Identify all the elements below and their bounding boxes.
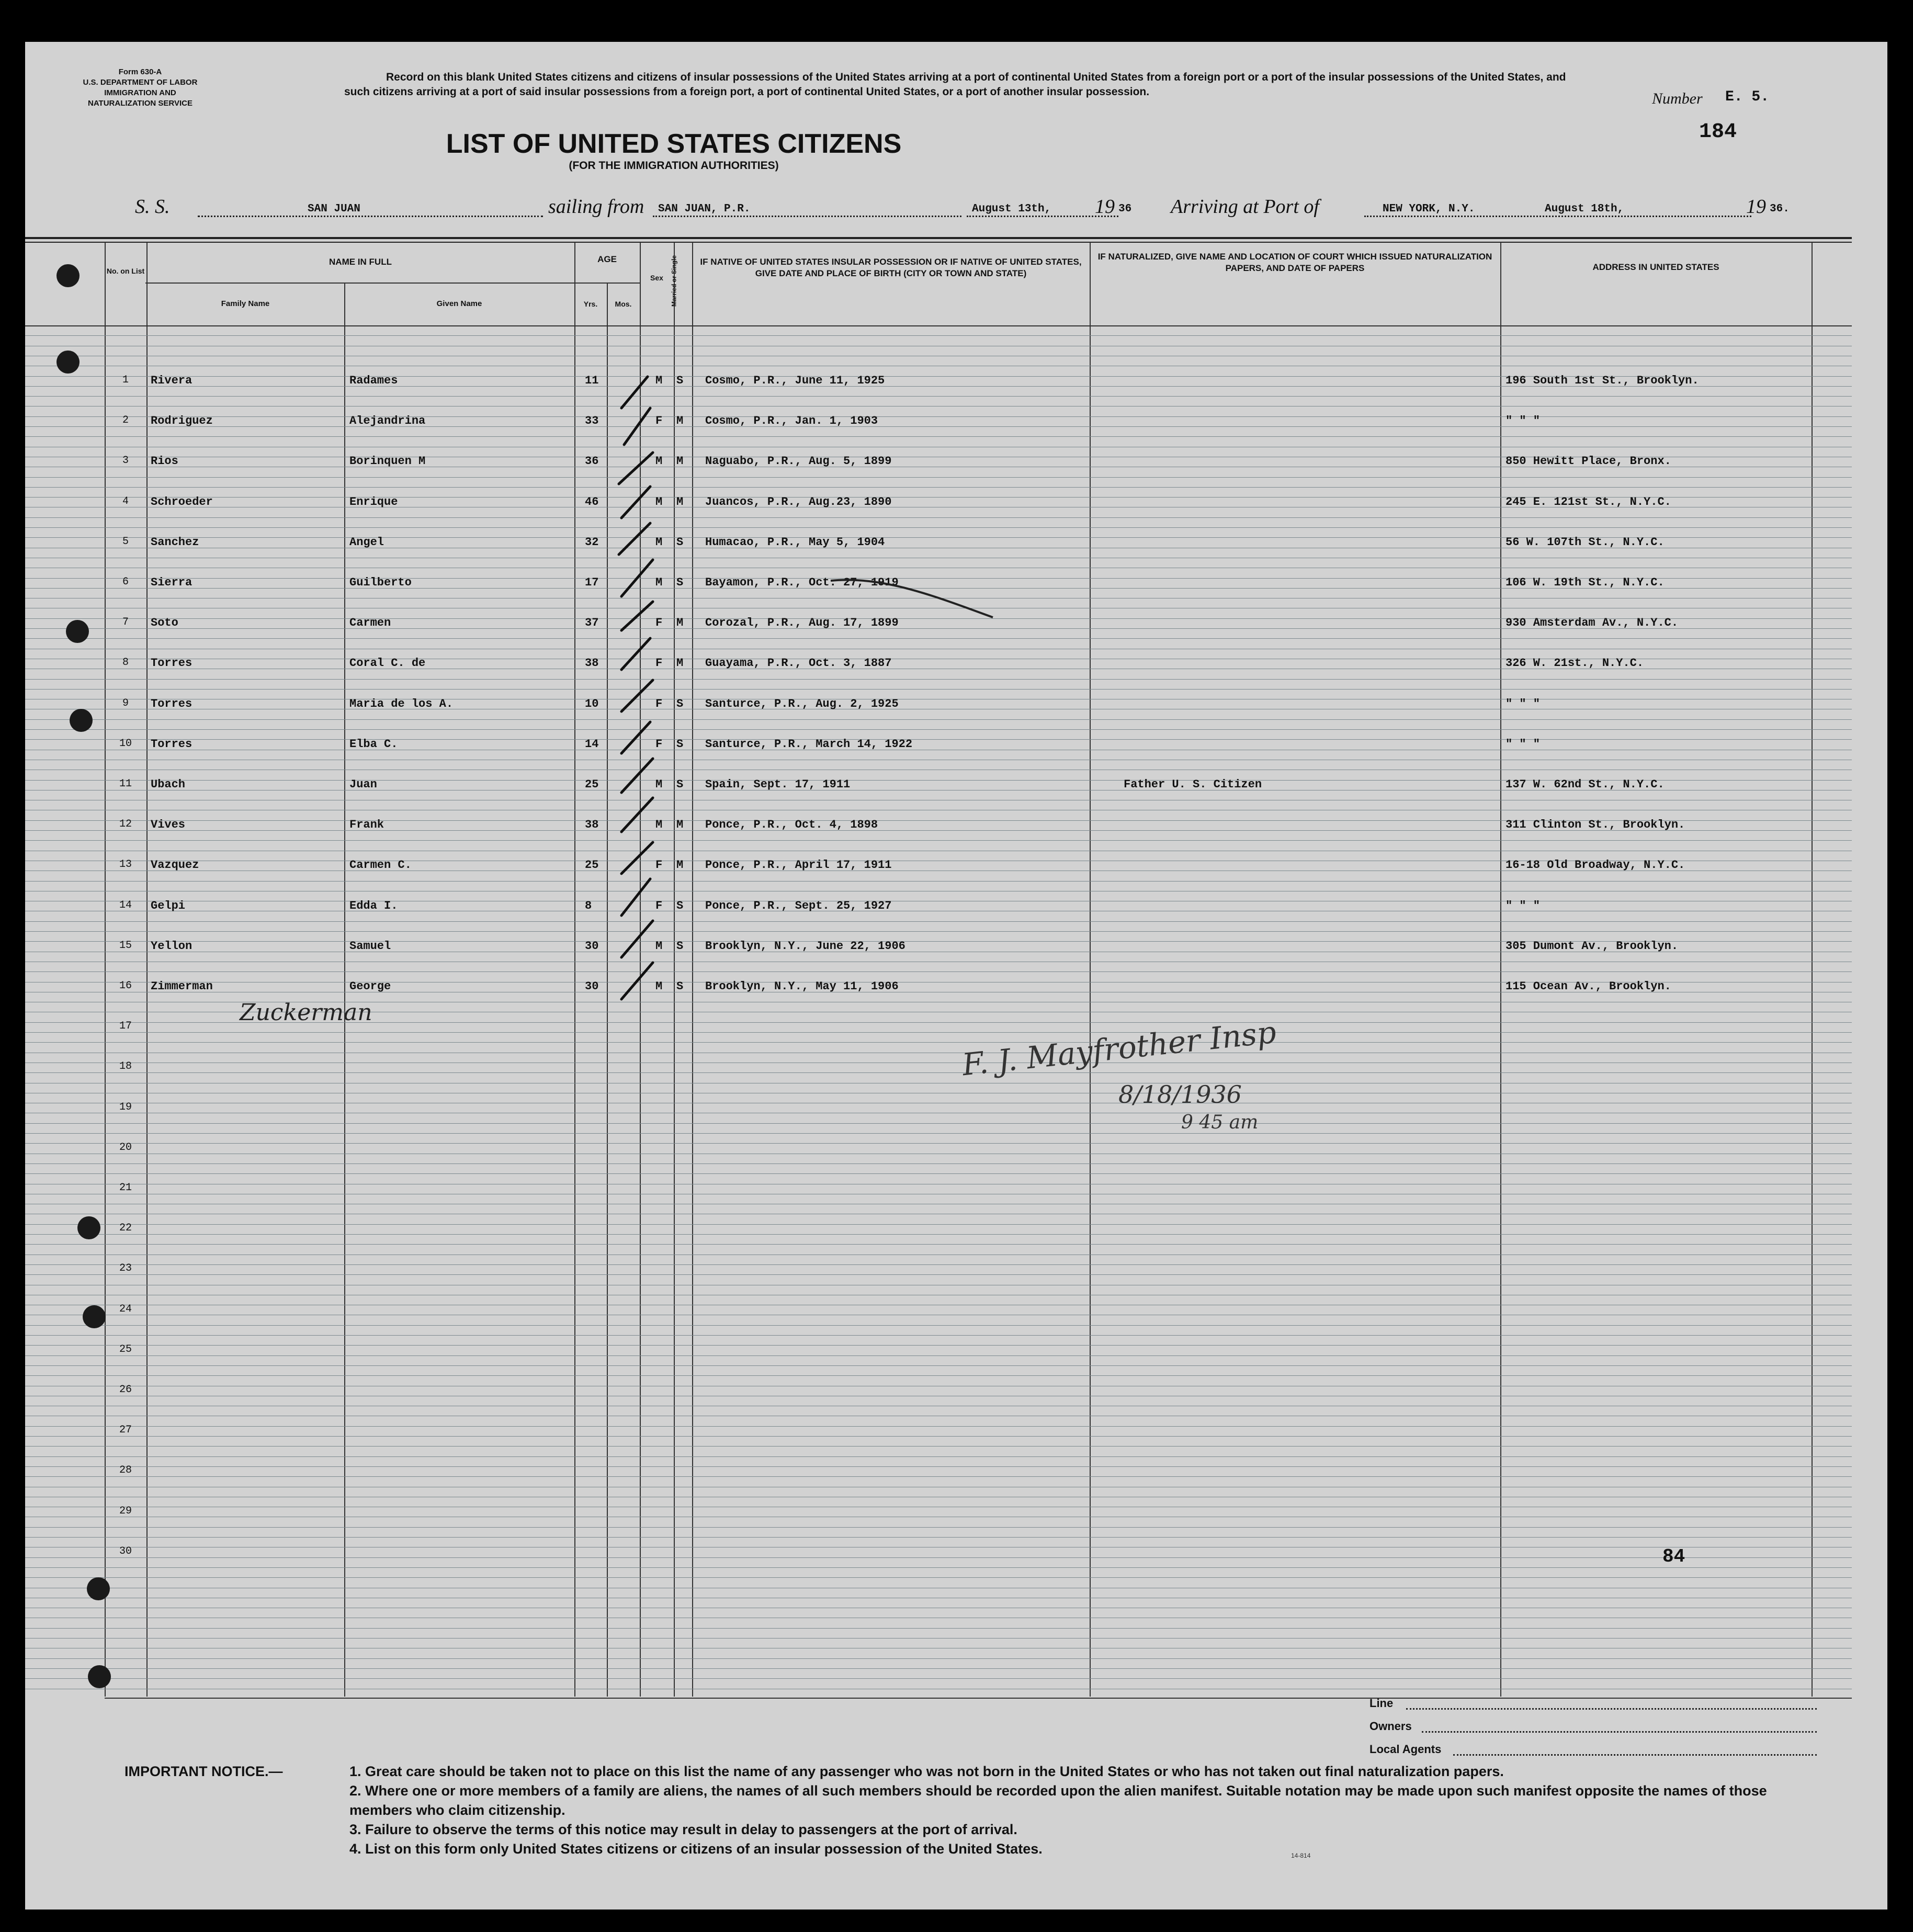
table-top-rule: [25, 237, 1852, 239]
row-number-empty: 25: [119, 1343, 132, 1355]
cell-ms: S: [676, 697, 684, 710]
row-rule: [25, 396, 1852, 397]
row-rule: [25, 1143, 1852, 1144]
from-fill-line: [653, 216, 961, 217]
page-subtitle: (FOR THE IMMIGRATION AUTHORITIES): [569, 160, 779, 172]
cell-given: Frank: [349, 818, 384, 832]
row-rule: [25, 689, 1852, 690]
row-number-empty: 23: [119, 1262, 132, 1275]
row-rule: [25, 1234, 1852, 1235]
cell-birth: Naguabo, P.R., Aug. 5, 1899: [705, 455, 892, 468]
cell-sex: F: [655, 737, 663, 751]
row-rule: [25, 527, 1852, 528]
cell-addr: 196 South 1st St., Brooklyn.: [1506, 374, 1699, 387]
inspector-signature: F. J. Mayfrother Insp: [960, 1014, 1278, 1083]
cell-birth: Brooklyn, N.Y., May 11, 1906: [705, 980, 899, 993]
cell-addr: 311 Clinton St., Brooklyn.: [1506, 818, 1685, 832]
col-rule: [146, 242, 148, 1697]
row-rule: [25, 1537, 1852, 1538]
cell-given: Maria de los A.: [349, 697, 454, 710]
cell-given: Juan: [349, 778, 377, 791]
signature-date: 8/18/1936: [1118, 1080, 1242, 1109]
row-rule: [25, 1032, 1852, 1033]
row-rule: [25, 719, 1852, 720]
cell-yrs: 46: [585, 495, 599, 509]
number-value: E. 5.: [1725, 89, 1770, 105]
col-rule: [344, 283, 345, 1697]
cell-given: Guilberto: [349, 576, 412, 589]
cell-yrs: 25: [585, 778, 599, 791]
cell-sex: M: [655, 535, 663, 549]
depart-year: 36: [1118, 203, 1132, 215]
owners-label: Owners: [1369, 1720, 1412, 1733]
row-rule: [25, 1628, 1852, 1629]
row-rule: [25, 335, 1852, 336]
cell-no: 14: [119, 899, 132, 911]
form-id-line: NATURALIZATION SERVICE: [87, 99, 193, 108]
cell-sex: F: [655, 616, 663, 630]
cell-ms: S: [676, 980, 684, 993]
cell-yrs: 32: [585, 535, 599, 549]
cell-birth: Guayama, P.R., Oct. 3, 1887: [705, 657, 892, 670]
cell-family: Torres: [151, 657, 193, 670]
header-bottom-rule: [25, 325, 1852, 326]
notice-item-2: 2. Where one or more members of a family are aliens, the names of all such members should be recorded upon the alien manifest. Suitable notation may be made upon such manifest opposite the names of those members who claim citizenship.: [349, 1783, 1767, 1818]
cell-sex: F: [655, 414, 663, 428]
cell-addr: 326 W. 21st., N.Y.C.: [1506, 657, 1644, 670]
sailing-from: SAN JUAN, P.R.: [658, 203, 751, 215]
header-no-on-list: No. on List: [106, 267, 145, 275]
cell-family: Rios: [151, 455, 178, 468]
cell-given: Radames: [349, 374, 398, 387]
cell-given: Carmen C.: [349, 858, 412, 872]
cell-yrs: 33: [585, 414, 599, 428]
row-rule: [25, 1476, 1852, 1477]
row-number-empty: 22: [119, 1222, 132, 1235]
cell-no: 1: [122, 374, 129, 386]
form-identifier: [72, 67, 208, 109]
cell-no: 4: [122, 495, 129, 507]
cell-family: Sanchez: [151, 535, 199, 549]
binder-hole: [56, 264, 80, 287]
cell-ms: S: [676, 899, 684, 912]
row-rule: [25, 436, 1852, 437]
cell-no: 16: [119, 980, 132, 992]
cell-given: Alejandrina: [349, 414, 426, 428]
cell-birth: Ponce, P.R., Oct. 4, 1898: [705, 818, 878, 832]
binder-hole: [70, 709, 93, 732]
ss-label: S. S.: [135, 196, 170, 218]
cell-birth: Brooklyn, N.Y., June 22, 1906: [705, 939, 905, 953]
name-subheader-rule: [145, 283, 574, 284]
cell-given: Elba C.: [349, 737, 398, 751]
cell-yrs: 17: [585, 576, 599, 589]
cell-family: Rivera: [151, 374, 193, 387]
row-rule: [25, 1365, 1852, 1366]
row-number-empty: 30: [119, 1545, 132, 1557]
cell-ms: S: [676, 778, 684, 791]
signature-time: 9 45 am: [1181, 1112, 1259, 1133]
local-agents-fill: [1453, 1754, 1817, 1756]
cell-sex: F: [655, 697, 663, 710]
cell-ms: M: [676, 414, 684, 428]
cell-family: Schroeder: [151, 495, 213, 509]
local-agents-label: Local Agents: [1369, 1743, 1442, 1756]
row-number-empty: 27: [119, 1424, 132, 1437]
row-rule: [25, 1264, 1852, 1265]
header-given-name: Given Name: [436, 299, 482, 308]
cell-given: Samuel: [349, 939, 391, 953]
col-rule: [1812, 242, 1813, 1697]
cell-yrs: 14: [585, 737, 599, 751]
cell-given: George: [349, 980, 391, 993]
row-rule: [25, 1163, 1852, 1164]
sailing-label: sailing from: [548, 196, 644, 218]
cell-family: Rodriguez: [151, 414, 213, 428]
cell-family: Ubach: [151, 778, 186, 791]
cell-no: 10: [119, 737, 132, 750]
form-id-line: U.S. DEPARTMENT OF LABOR: [83, 78, 198, 87]
cell-yrs: 30: [585, 980, 599, 993]
arrive-year-prefix: 19: [1746, 196, 1766, 218]
header-age: AGE: [597, 254, 617, 264]
cell-ms: M: [676, 818, 684, 832]
row-rule: [25, 739, 1852, 740]
cell-sex: M: [655, 495, 663, 509]
cell-no: 13: [119, 858, 132, 871]
cell-birth: Corozal, P.R., Aug. 17, 1899: [705, 616, 899, 630]
binder-hole: [83, 1305, 106, 1328]
row-rule: [25, 840, 1852, 841]
row-rule: [25, 1123, 1852, 1124]
cell-ms: M: [676, 657, 684, 670]
cell-family: Torres: [151, 737, 193, 751]
row-number-empty: 17: [119, 1020, 132, 1033]
cell-family: Torres: [151, 697, 193, 710]
binder-hole: [88, 1665, 111, 1688]
depart-year-prefix: 19: [1095, 196, 1115, 218]
manifest-sheet: [25, 42, 1887, 1910]
header-address: ADDRESS IN UNITED STATES: [1592, 262, 1719, 272]
line-fill: [1406, 1708, 1817, 1710]
arriving-label: Arriving at Port of: [1171, 196, 1319, 218]
row-rule: [25, 1274, 1852, 1275]
row-rule: [25, 1446, 1852, 1447]
row-rule: [25, 679, 1852, 680]
cell-birth: Spain, Sept. 17, 1911: [705, 778, 851, 791]
cell-given: Carmen: [349, 616, 391, 630]
cell-addr: 115 Ocean Av., Brooklyn.: [1506, 980, 1671, 993]
cell-no: 6: [122, 576, 129, 588]
cell-no: 9: [122, 697, 129, 709]
row-rule: [25, 1557, 1852, 1558]
col-rule: [574, 242, 575, 1697]
row-rule: [25, 881, 1852, 882]
notice-item-3: 3. Failure to observe the terms of this notice may result in delay to passengers at the port of arrival.: [349, 1822, 1017, 1837]
row-rule: [25, 477, 1852, 478]
row-rule: [25, 1173, 1852, 1174]
row-rule: [25, 1527, 1852, 1528]
cell-sex: M: [655, 778, 663, 791]
cell-sex: M: [655, 818, 663, 832]
cell-addr: 16-18 Old Broadway, N.Y.C.: [1506, 858, 1685, 872]
cell-ms: M: [676, 455, 684, 468]
form-id-line: Form 630-A: [118, 67, 162, 76]
row-rule: [25, 1466, 1852, 1467]
row-rule: [25, 1355, 1852, 1356]
cell-addr: 245 E. 121st St., N.Y.C.: [1506, 495, 1671, 509]
row-rule: [25, 1436, 1852, 1437]
row-number-empty: 28: [119, 1464, 132, 1477]
row-rule: [25, 517, 1852, 518]
col-rule: [1500, 242, 1501, 1697]
cell-addr: " " ": [1506, 899, 1541, 912]
row-rule: [25, 1567, 1852, 1568]
notice-heading: IMPORTANT NOTICE.—: [124, 1764, 283, 1779]
binder-hole: [56, 351, 80, 374]
cell-yrs: 38: [585, 657, 599, 670]
owners-fill: [1422, 1731, 1817, 1733]
cell-no: 2: [122, 414, 129, 427]
row-rule: [25, 971, 1852, 972]
row-number-empty: 20: [119, 1141, 132, 1154]
cell-family: Gelpi: [151, 899, 186, 912]
table-top-rule-2: [25, 242, 1852, 243]
row-rule: [25, 921, 1852, 922]
cell-addr: " " ": [1506, 737, 1541, 751]
cell-addr: " " ": [1506, 697, 1541, 710]
form-instructions: Record on this blank United States citizens and citizens of insular possessions of the United States arriving at a port of continental United States from a foreign port or a port of the insular possessions of the United States, and such citizens arriving at a port of said insular possessions from a foreign port, a port of continental United States, or a port of another insular possession.: [344, 71, 1566, 98]
notice-item-4: 4. List on this form only United States citizens or citizens of an insular possession of the United States.: [349, 1841, 1043, 1857]
number-label: Number: [1652, 90, 1703, 107]
cell-yrs: 8: [585, 899, 592, 912]
form-id-line: IMMIGRATION AND: [104, 88, 176, 97]
cell-sex: M: [655, 939, 663, 953]
depart-date: August 13th,: [972, 203, 1051, 215]
cell-nat: Father U. S. Citizen: [1124, 778, 1262, 791]
row-rule: [25, 1345, 1852, 1346]
cell-family: Vives: [151, 818, 186, 832]
cell-birth: Ponce, P.R., Sept. 25, 1927: [705, 899, 892, 912]
table-bottom-rule: [105, 1698, 1852, 1699]
cell-sex: M: [655, 576, 663, 589]
tally-number: 84: [1662, 1546, 1685, 1567]
col-rule: [1090, 242, 1091, 1697]
cell-sex: M: [655, 374, 663, 387]
row-rule: [25, 1678, 1852, 1679]
cell-family: Yellon: [151, 939, 193, 953]
cell-given: Enrique: [349, 495, 398, 509]
pen-stroke: [820, 565, 1009, 628]
cell-birth: Santurce, P.R., March 14, 1922: [705, 737, 913, 751]
cell-birth: Cosmo, P.R., Jan. 1, 1903: [705, 414, 878, 428]
row-rule: [25, 1042, 1852, 1043]
check-marks: [601, 324, 705, 1125]
row-rule: [25, 1577, 1852, 1578]
header-mos: Mos.: [615, 300, 632, 308]
cell-yrs: 38: [585, 818, 599, 832]
cell-birth: Cosmo, P.R., June 11, 1925: [705, 374, 885, 387]
cell-birth: Juancos, P.R., Aug.23, 1890: [705, 495, 892, 509]
cell-yrs: 36: [585, 455, 599, 468]
row-rule: [25, 1638, 1852, 1639]
row-number-empty: 19: [119, 1101, 132, 1113]
header-naturalized: IF NATURALIZED, GIVE NAME AND LOCATION OF COURT WHICH ISSUED NATURALIZATION PAPERS, AND DATE OF PAPERS: [1097, 252, 1492, 273]
arrive-year: 36.: [1770, 203, 1790, 215]
cell-no: 15: [119, 939, 132, 952]
cell-sex: F: [655, 858, 663, 872]
cell-yrs: 10: [585, 697, 599, 710]
row-rule: [25, 1658, 1852, 1659]
cell-family: Vazquez: [151, 858, 199, 872]
cell-ms: S: [676, 535, 684, 549]
line-label: Line: [1369, 1697, 1394, 1710]
cell-addr: 850 Hewitt Place, Bronx.: [1506, 455, 1671, 468]
binder-hole: [77, 1216, 100, 1239]
ship-fill-line: [198, 216, 543, 217]
cell-birth: Bayamon, P.R., Oct. 27, 1919: [705, 576, 899, 589]
cell-ms: S: [676, 939, 684, 953]
cell-no: 5: [122, 535, 129, 548]
row-rule: [25, 931, 1852, 932]
cell-no: 11: [119, 778, 132, 790]
cell-sex: M: [655, 980, 663, 993]
cell-family: Soto: [151, 616, 178, 630]
cell-addr: 106 W. 19th St., N.Y.C.: [1506, 576, 1665, 589]
page-title: LIST OF UNITED STATES CITIZENS: [446, 129, 902, 159]
cell-sex: F: [655, 657, 663, 670]
cell-ms: M: [676, 858, 684, 872]
row-rule: [25, 1133, 1852, 1134]
row-rule: [25, 729, 1852, 730]
binder-hole: [66, 620, 89, 643]
cell-yrs: 25: [585, 858, 599, 872]
cell-birth: Santurce, P.R., Aug. 2, 1925: [705, 697, 899, 710]
cell-no: 8: [122, 657, 129, 669]
cell-ms: S: [676, 576, 684, 589]
cell-given: Coral C. de: [349, 657, 426, 670]
row-number-empty: 21: [119, 1182, 132, 1194]
handwritten-correction: Zuckerman: [240, 999, 372, 1026]
row-number-empty: 18: [119, 1060, 132, 1073]
cell-no: 12: [119, 818, 132, 831]
cell-addr: 305 Dumont Av., Brooklyn.: [1506, 939, 1679, 953]
cell-sex: M: [655, 455, 663, 468]
header-married-or-single: Married or Single: [670, 255, 678, 307]
cell-yrs: 30: [585, 939, 599, 953]
row-rule: [25, 638, 1852, 639]
row-rule: [25, 1456, 1852, 1457]
row-rule: [25, 416, 1852, 417]
header-birth: IF NATIVE OF UNITED STATES INSULAR POSSESSION OR IF NATIVE OF UNITED STATES, GIVE DATE AND PLACE OF BIRTH (CITY OR TOWN AND STATE): [700, 257, 1082, 278]
header-sex: Sex: [650, 274, 663, 282]
port-fill-line: [1364, 216, 1751, 217]
cell-no: 7: [122, 616, 129, 629]
page-number: 184: [1699, 120, 1737, 144]
row-rule: [25, 1072, 1852, 1073]
cell-addr: 137 W. 62nd St., N.Y.C.: [1506, 778, 1665, 791]
cell-family: Zimmerman: [151, 980, 213, 993]
form-footer-code: 14-814: [1291, 1852, 1311, 1859]
row-rule: [25, 426, 1852, 427]
cell-birth: Ponce, P.R., April 17, 1911: [705, 858, 892, 872]
row-rule: [25, 1668, 1852, 1669]
arrive-date: August 18th,: [1545, 203, 1624, 215]
cell-yrs: 37: [585, 616, 599, 630]
row-number-empty: 24: [119, 1303, 132, 1315]
row-rule: [25, 1335, 1852, 1336]
header-name-in-full: NAME IN FULL: [329, 257, 392, 267]
cell-ms: S: [676, 737, 684, 751]
ship-name: SAN JUAN: [308, 203, 360, 215]
arrival-port: NEW YORK, N.Y.: [1383, 203, 1475, 215]
cell-sex: F: [655, 899, 663, 912]
row-rule: [25, 487, 1852, 488]
row-number-empty: 26: [119, 1384, 132, 1396]
cell-addr: 930 Amsterdam Av., N.Y.C.: [1506, 616, 1679, 630]
header-yrs: Yrs.: [583, 300, 598, 308]
cell-birth: Humacao, P.R., May 5, 1904: [705, 535, 885, 549]
cell-ms: M: [676, 616, 684, 630]
cell-given: Borinquen M: [349, 455, 426, 468]
cell-given: Angel: [349, 535, 384, 549]
notice-item-1: 1. Great care should be taken not to place on this list the name of any passenger who was not born in the United States or who has not taken out final naturalization papers.: [349, 1764, 1504, 1779]
cell-no: 3: [122, 455, 129, 467]
row-number-empty: 29: [119, 1505, 132, 1517]
row-rule: [25, 1224, 1852, 1225]
cell-addr: " " ": [1506, 414, 1541, 428]
cell-yrs: 11: [585, 374, 599, 387]
row-rule: [25, 1426, 1852, 1427]
cell-family: Sierra: [151, 576, 193, 589]
header-family-name: Family Name: [221, 299, 270, 308]
row-rule: [25, 1375, 1852, 1376]
binder-hole: [87, 1577, 110, 1600]
cell-ms: M: [676, 495, 684, 509]
row-rule: [25, 1325, 1852, 1326]
cell-addr: 56 W. 107th St., N.Y.C.: [1506, 535, 1665, 549]
cell-ms: S: [676, 374, 684, 387]
cell-given: Edda I.: [349, 899, 398, 912]
row-rule: [25, 1244, 1852, 1245]
